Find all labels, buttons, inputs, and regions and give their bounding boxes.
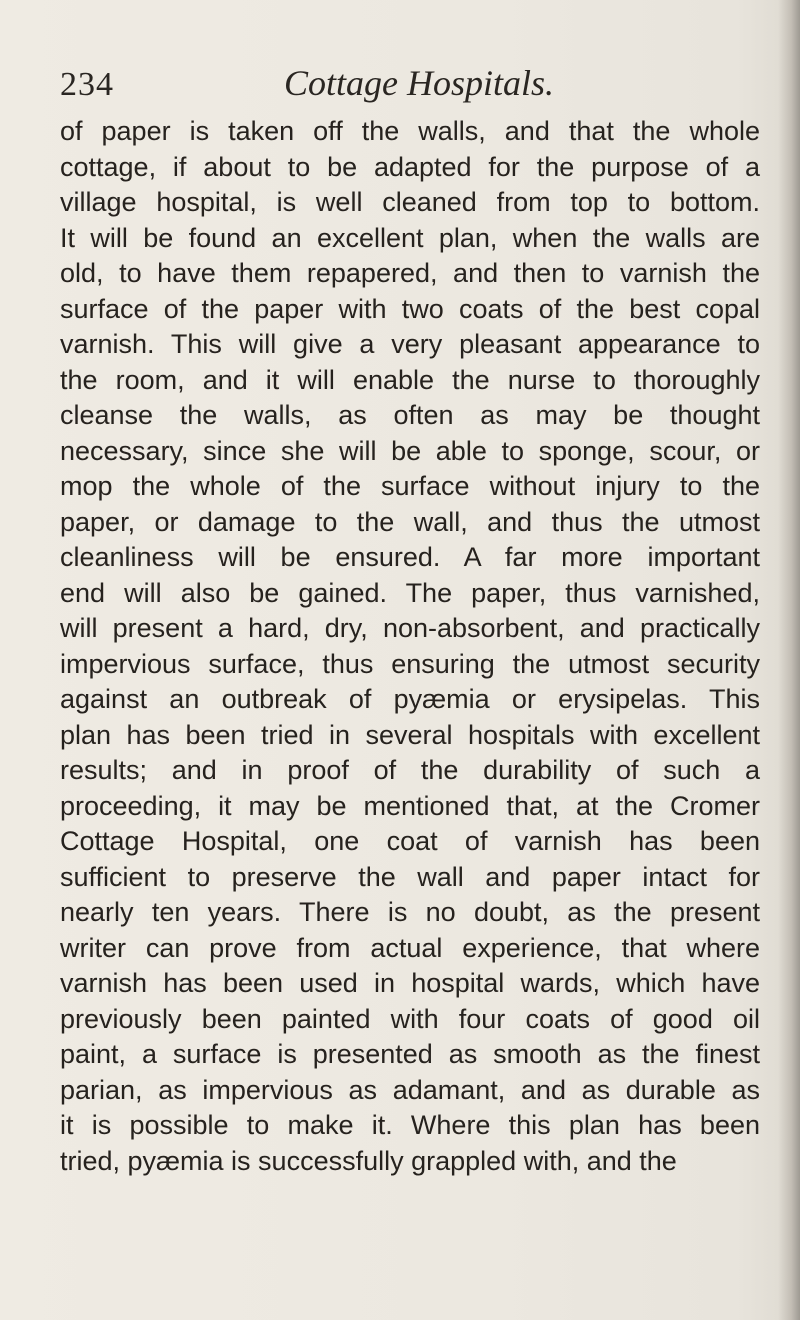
- text-line: village hospital, is well cleaned from top to bottom.: [60, 187, 760, 217]
- text-line: end will also be gained. The paper, thus varnished,: [60, 577, 760, 608]
- text-line: previously been painted with four coats of good oil: [60, 1003, 760, 1034]
- text-line: varnish has been used in hospital wards, which have: [60, 968, 760, 998]
- text-line: tried, pyæmia is successfully grappled with, and the: [60, 1145, 677, 1176]
- text-line: paint, a surface is presented as smooth as the finest: [60, 1039, 760, 1069]
- text-line: against an outbreak of pyæmia or erysipelas. This: [60, 684, 760, 714]
- text-line: will present a hard, dry, non-absorbent, and practically: [60, 613, 760, 643]
- text-line: plan has been tried in several hospitals with excellent: [60, 719, 760, 750]
- text-line: cleanliness will be ensured. A far more important: [60, 542, 760, 572]
- text-line: Cottage Hospital, one coat of varnish has been: [60, 826, 760, 856]
- text-line: impervious surface, thus ensuring the utmost security: [60, 648, 760, 679]
- text-line: results; and in proof of the durability of such a: [60, 755, 760, 785]
- text-line: mop the whole of the surface without injury to the: [60, 471, 760, 501]
- text-line: cottage, if about to be adapted for the purpose of a: [60, 151, 760, 182]
- text-line: surface of the paper with two coats of the best copal: [60, 293, 760, 324]
- text-line: sufficient to preserve the wall and paper intact for: [60, 861, 760, 892]
- running-title: Cottage Hospitals.: [284, 63, 555, 103]
- text-line: old, to have them repapered, and then to varnish the: [60, 258, 760, 288]
- text-line: it is possible to make it. Where this plan has been: [60, 1110, 760, 1140]
- text-line: nearly ten years. There is no doubt, as the present: [60, 897, 760, 927]
- text-line: parian, as impervious as adamant, and as durable as: [60, 1074, 760, 1105]
- text-line: the room, and it will enable the nurse to thoroughly: [60, 364, 760, 395]
- text-line: necessary, since she will be able to sponge, scour, or: [60, 435, 760, 466]
- text-line: writer can prove from actual experience, that where: [60, 932, 760, 963]
- text-line: paper, or damage to the wall, and thus the utmost: [60, 506, 760, 537]
- page-edge-shadow: [778, 0, 800, 1320]
- page-header: [60, 48, 760, 108]
- text-line: proceeding, it may be mentioned that, at the Cromer: [60, 790, 760, 821]
- page-number: 234: [60, 66, 114, 103]
- text-line: cleanse the walls, as often as may be thought: [60, 400, 760, 430]
- text-line: varnish. This will give a very pleasant appearance to: [60, 329, 760, 359]
- text-line: of paper is taken off the walls, and that the whole: [60, 116, 760, 146]
- body-text: [60, 114, 772, 1179]
- text-line: It will be found an excellent plan, when the walls are: [60, 222, 760, 253]
